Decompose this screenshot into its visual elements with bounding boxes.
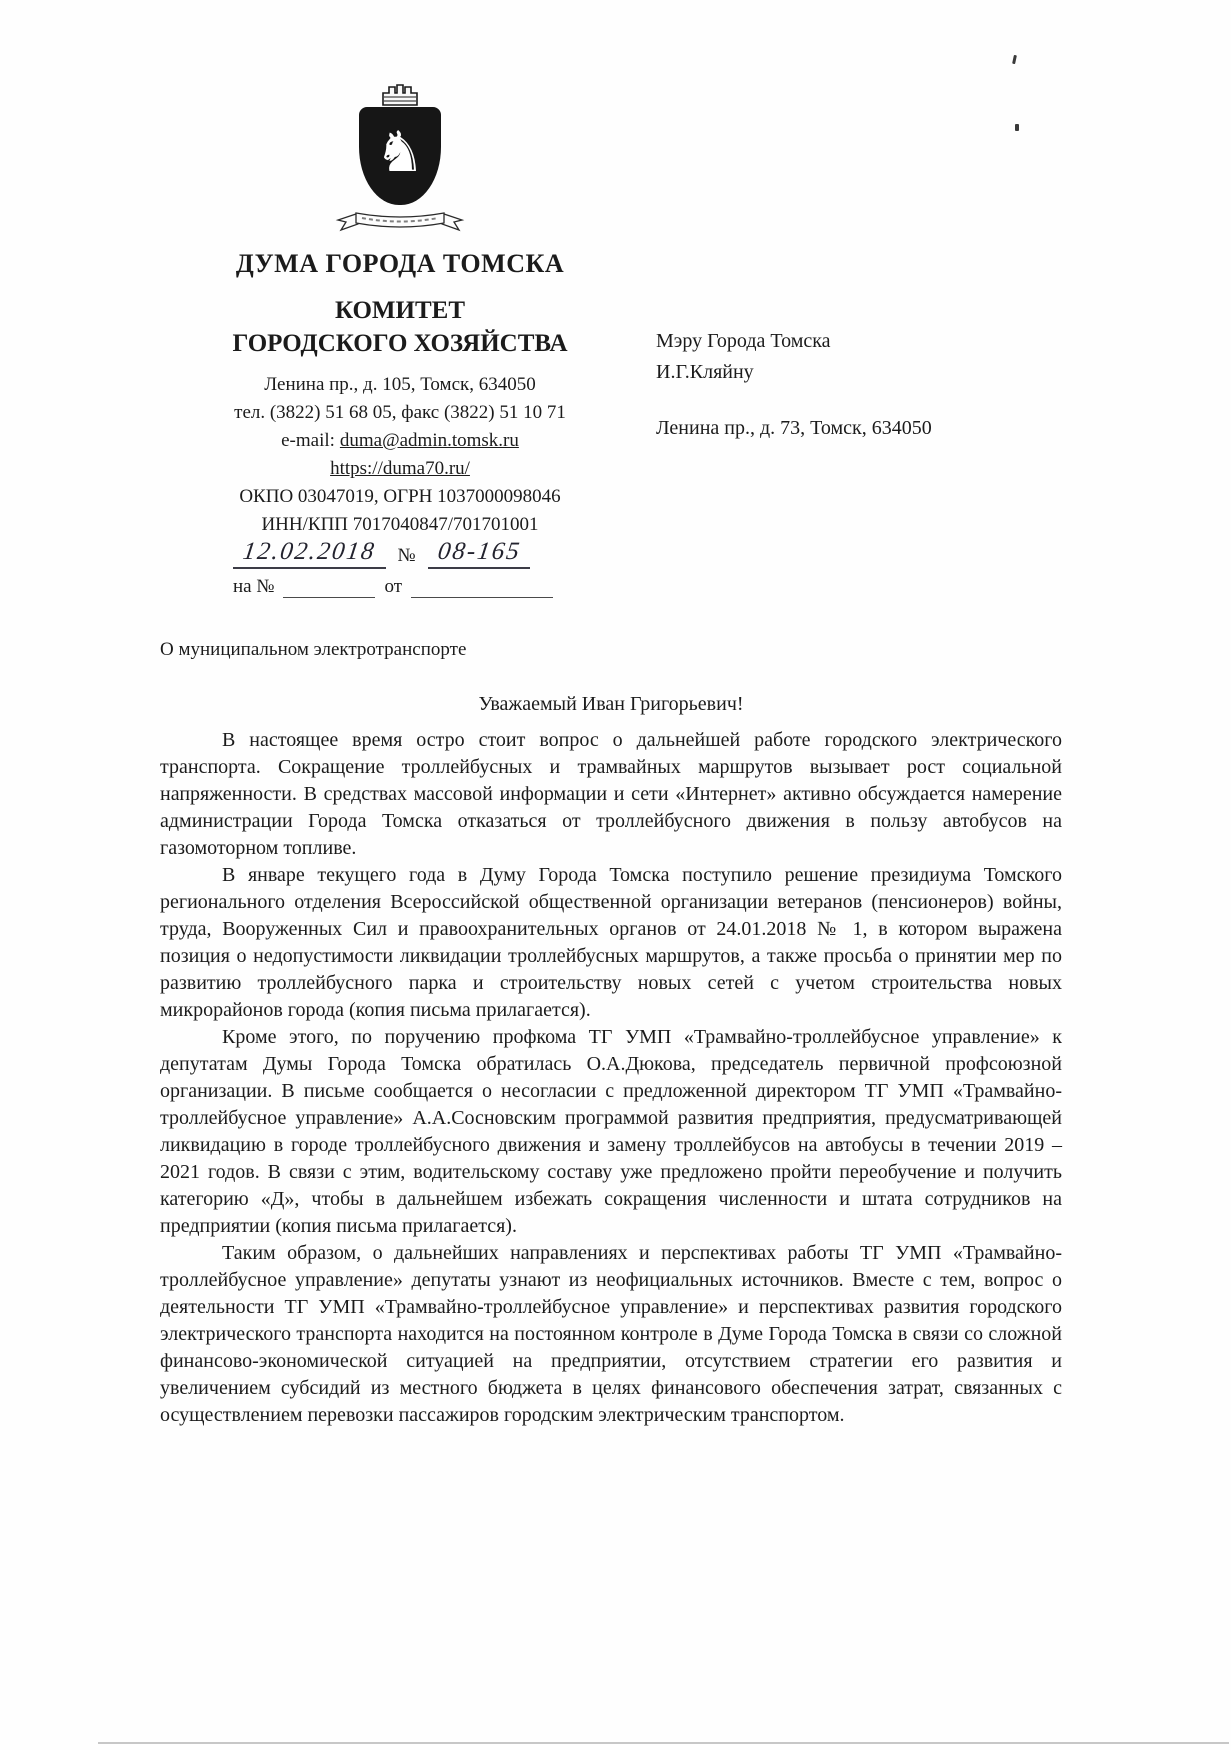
email-label: e-mail: <box>281 430 335 451</box>
letter-body <box>160 691 1062 1429</box>
reference-row-outgoing <box>233 538 553 569</box>
committee-title <box>150 294 650 360</box>
letterhead-tax-ids: ИНН/КПП 7017040847/701701001 <box>261 514 539 535</box>
org-title: ДУМА ГОРОДА ТОМСКА <box>235 249 565 278</box>
letterhead-address: Ленина пр., д. 105, Томск, 634050 <box>264 374 536 395</box>
body-paragraph-3: Кроме этого, по поручению профкома ТГ УМП «Трамвайно-троллейбусное управление» к депутатам Думы Города Томска обратилась О.А.Дюкова, председатель первичной профсоюзной организации. В письме сообщается о несогласии с предложенной директором ТГ УМП «Трамвайно-троллейбусное управление» А.А.Сосновским программой развития предприятия, предусматривающей ликвидацию в городе троллейбусного движения и замену троллейбусов на автобусы в течении 2019 – 2021 годов. В связи с этим, водительскому составу уже предложено пройти переобучение и получить категорию «Д», чтобы в дальнейшем избежать сокращения численности и штата сотрудников на предприятии (копия письма прилагается). <box>160 1026 1062 1237</box>
letterhead <box>150 84 650 539</box>
reply-number-blank <box>283 578 375 598</box>
email-link[interactable]: duma@admin.tomsk.ru <box>339 430 519 451</box>
body-paragraph-1: В настоящее время остро стоит вопрос о дальнейшей работе городского электрического транспорта. Сокращение троллейбусных и трамвайных маршрутов вызывает рост социальной напряженности. В средствах массовой информации и сети «Интернет» активно обсуждается намерение администрации Города Томска отказаться от троллейбусного движения в пользу автобусов на газомоторном топливе. <box>160 729 1062 859</box>
body-paragraph-4: Таким образом, о дальнейших направлениях и перспективах работы ТГ УМП «Трамвайно-троллейбусное управление» депутаты узнают из неофициальных источников. Вместе с тем, вопрос о деятельности ТГ УМП «Трамвайно-троллейбусное управление» и перспективах развития городского электрического транспорта находится на постоянном контроле в Думе Города Томска в связи со сложной финансово-экономической ситуацией на предприятии, отсутствием стратегии его развития и увеличением субсидий из местного бюджета в целях финансового обеспечения затрат, связанных с осуществлением перевозки пассажиров городским электрическим транспортом. <box>160 1242 1062 1426</box>
horse-icon: ♞ <box>374 120 426 185</box>
letterhead-website-line <box>150 455 650 483</box>
shield-icon <box>359 107 441 205</box>
salutation: Уважаемый Иван Григорьевич! <box>478 693 744 715</box>
body-paragraph-2: В январе текущего года в Думу Города Томска поступило решение президиума Томского регионального отделения Всероссийской общественной организации ветеранов (пенсионеров) войны, труда, Вооруженных Сил и правоохранительных органов от 24.01.2018 № 1, в котором выражена позиция о недопустимости ликвидации троллейбусных маршрутов, а также просьба о принятии мер по развитию троллейбусного парка и строительству новых сетей с учетом строительства новых микрорайонов города (копия письма прилагается). <box>160 864 1062 1021</box>
addressee-address: Ленина пр., д. 73, Томск, 634050 <box>656 417 932 439</box>
reply-date-blank <box>411 578 553 598</box>
subject-line: О муниципальном электротранспорте <box>160 639 467 660</box>
addressee-position: Мэру Города Томска <box>656 330 831 352</box>
letterhead-contacts <box>150 371 650 539</box>
letterhead-phone-fax: тел. (3822) 51 68 05, факс (3822) 51 10 71 <box>234 402 566 423</box>
reference-block <box>233 538 553 598</box>
committee-title-line2: ГОРОДСКОГО ХОЗЯЙСТВА <box>232 330 568 357</box>
letterhead-registration: ОКПО 03047019, ОГРН 1037000098046 <box>239 486 561 507</box>
scan-artifact <box>1015 124 1019 131</box>
addressee-block <box>656 326 1086 444</box>
letterhead-email-line <box>150 427 650 455</box>
reference-row-reply <box>233 576 553 598</box>
outgoing-date-field <box>233 538 386 569</box>
reply-number-label: на № <box>233 576 275 597</box>
scan-edge-line <box>98 1742 1229 1744</box>
website-link[interactable]: https://duma70.ru/ <box>330 458 470 479</box>
scan-artifact <box>1012 55 1017 64</box>
reply-date-label: от <box>384 576 403 597</box>
coat-of-arms <box>334 84 466 234</box>
outgoing-number-field <box>428 538 531 569</box>
handwritten-date: 12.02.2018 <box>241 538 378 565</box>
committee-title-line1: КОМИТЕТ <box>334 297 466 324</box>
number-sign: № <box>397 545 416 566</box>
handwritten-number: 08-165 <box>435 538 523 565</box>
addressee-gap <box>656 388 1086 413</box>
addressee-name: И.Г.Кляйну <box>656 361 754 383</box>
ribbon-icon <box>334 208 466 234</box>
crown-icon <box>380 84 420 106</box>
